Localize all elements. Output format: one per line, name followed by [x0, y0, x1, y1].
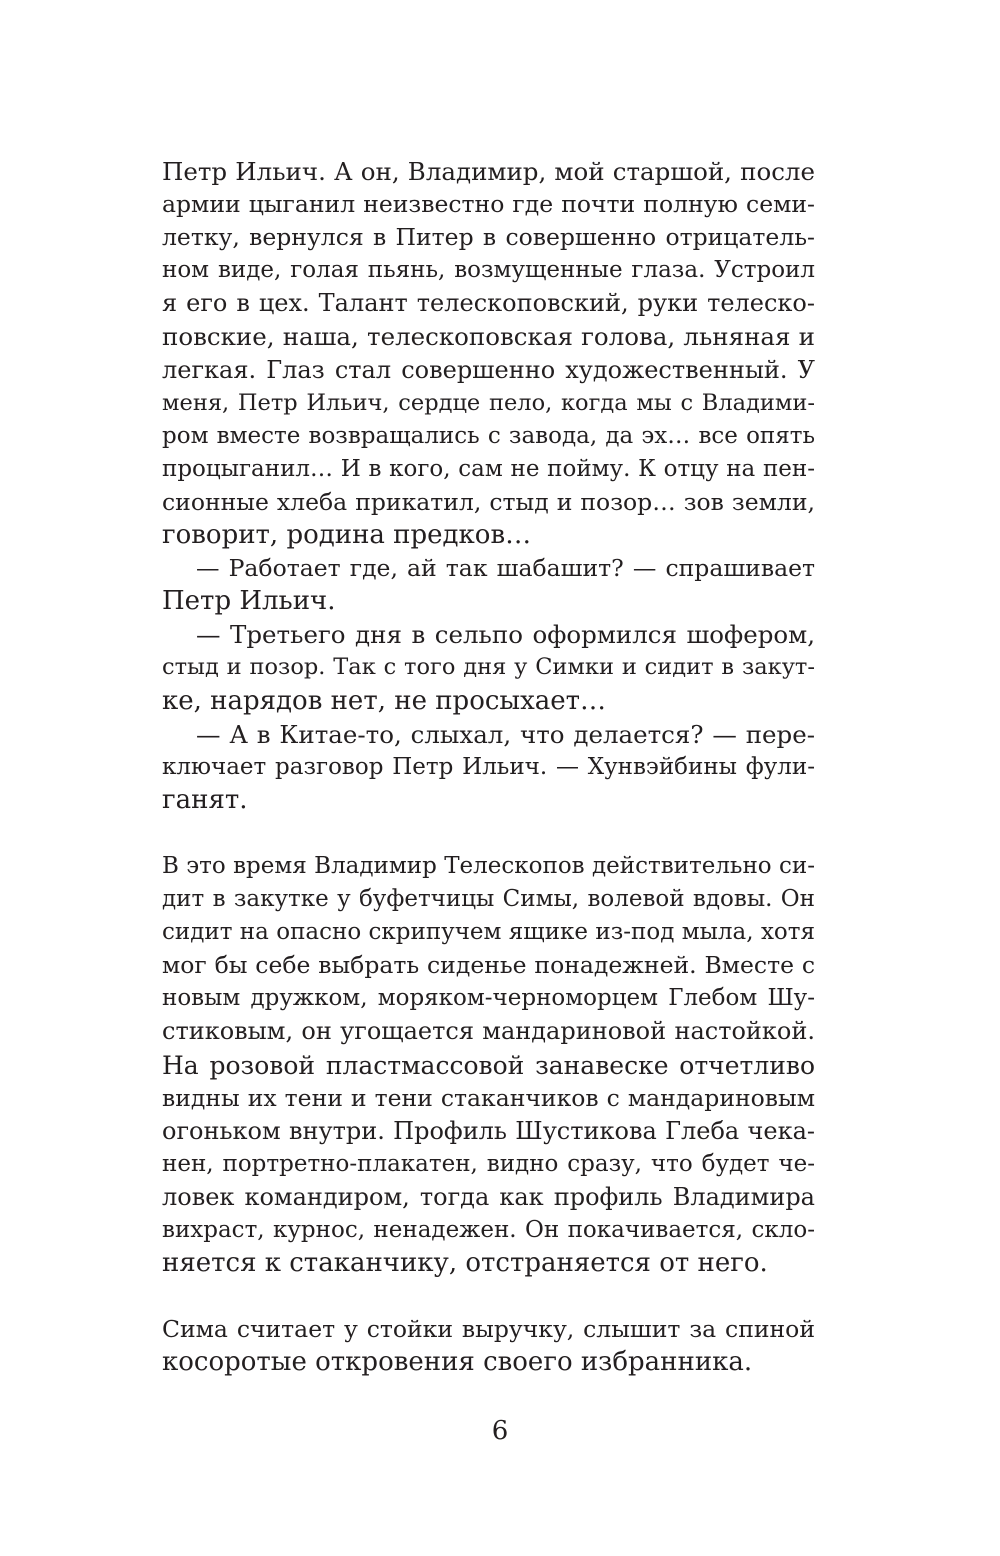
dialogue-paragraph	[162, 718, 815, 817]
text-column	[162, 155, 815, 1379]
text-line: ром вместе возвращались с завода, да эх… все опять	[162, 422, 815, 449]
text-line: няется к стаканчику, отстраняется от него.	[162, 1248, 768, 1279]
text-line: Петр Ильич. А он, Владимир, мой старшой, после	[162, 157, 815, 186]
text-line: — Третьего дня в сельпо оформился шофером,	[196, 620, 815, 650]
text-line: — А в Китае-то, слыхал, что делается? — пере-	[196, 719, 815, 749]
text-line: ловек командиром, тогда как профиль Владимира	[162, 1182, 815, 1211]
paragraph	[162, 850, 815, 1280]
dialogue-paragraph	[162, 618, 815, 717]
text-line: летку, вернулся в Питер в совершенно отрицатель-	[162, 223, 815, 252]
text-line: стыд и позор. Так с того дня у Симки и сидит в закут-	[162, 654, 815, 681]
text-line: огоньком внутри. Профиль Шустикова Глеба чека-	[162, 1116, 815, 1145]
section-gap	[162, 1280, 815, 1313]
page-number: 6	[491, 1416, 509, 1446]
text-line: армии цыганил неизвестно где почти полную семи-	[162, 190, 815, 219]
text-line: повские, наша, телескоповская голова, льняная и	[162, 322, 815, 352]
text-line: новым дружком, моряком-черноморцем Глебом Шу-	[162, 985, 815, 1012]
text-line: дит в закутке у буфетчицы Симы, волевой вдовы. Он	[162, 886, 815, 913]
text-line: ном виде, голая пьянь, возмущенные глаза. Устроил	[162, 257, 815, 284]
text-line: мог бы себе выбрать сиденье понадежней. Вместе с	[162, 951, 815, 980]
text-line: вихраст, курнос, ненадежен. Он покачивается, скло-	[162, 1217, 815, 1243]
text-line: процыганил… И в кого, сам не пойму. К отцу на пен-	[162, 455, 815, 482]
text-line: сидит на опасно скрипучем ящике из-под мыла, хотя	[162, 919, 815, 946]
text-line: В это время Владимир Телескопов действительно си-	[162, 852, 815, 879]
paragraph	[162, 155, 815, 552]
text-line: ключает разговор Петр Ильич. — Хунвэйбины фули-	[162, 753, 815, 780]
text-line: нен, портретно-плакатен, видно сразу, что будет че-	[162, 1150, 815, 1177]
text-line: На розовой пластмассовой занавеске отчетливо	[162, 1050, 815, 1080]
text-line: видны их тени и тени стаканчиков с мандариновым	[162, 1083, 815, 1112]
text-line: я его в цех. Талант телескоповский, руки телеско-	[162, 289, 815, 318]
text-line: стиковым, он угощается мандариновой настойкой.	[162, 1017, 815, 1046]
text-line: косоротые откровения своего избранника.	[162, 1347, 753, 1378]
text-line: легкая. Глаз стал совершенно художественный. У	[162, 355, 815, 384]
section-gap	[162, 817, 815, 850]
paragraph	[162, 1313, 815, 1379]
text-line: меня, Петр Ильич, сердце пело, когда мы с Владими-	[162, 389, 815, 416]
text-line: — Работает где, ай так шабашит? — спрашивает	[196, 554, 815, 583]
dialogue-paragraph	[162, 552, 815, 618]
text-line: ганят.	[162, 784, 248, 815]
text-line: говорит, родина предков…	[162, 520, 532, 551]
text-line: ке, нарядов нет, не просыхает…	[162, 685, 607, 716]
text-line: сионные хлеба прикатил, стыд и позор… зов земли,	[162, 487, 815, 516]
text-line: Петр Ильич.	[162, 586, 336, 617]
text-line: Сима считает у стойки выручку, слышит за спиной	[162, 1315, 815, 1344]
